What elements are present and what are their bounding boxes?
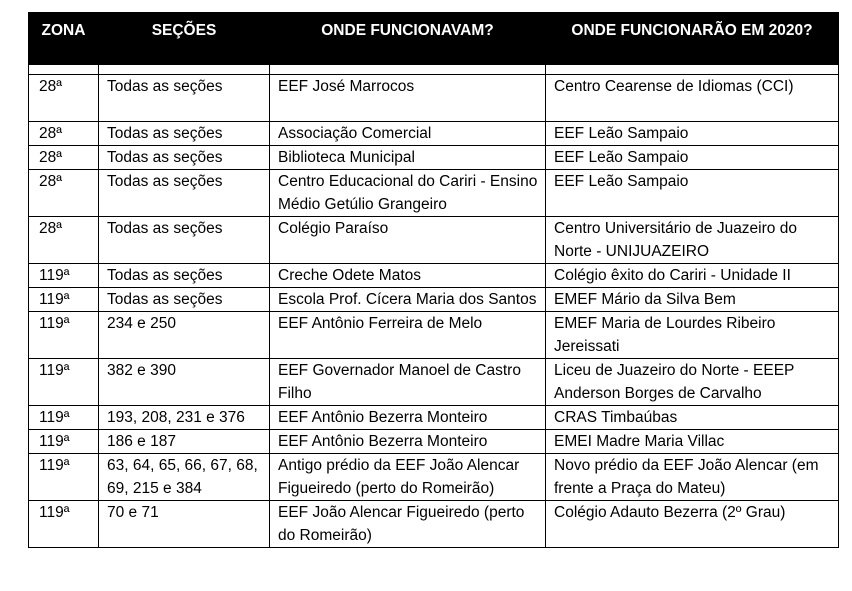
cell-secoes: 70 e 71 [99, 501, 270, 548]
table-row [29, 122, 839, 146]
cell-new-location: EMEI Madre Maria Villac [546, 430, 839, 454]
cell-secoes: Todas as seções [99, 75, 270, 122]
cell-old-location: EEF Antônio Bezerra Monteiro [270, 430, 546, 454]
cell-old-location: Colégio Paraíso [270, 217, 546, 264]
table-row [29, 170, 839, 217]
cell-old-location: EEF João Alencar Figueiredo (perto do Romeirão) [270, 501, 546, 548]
table-row [29, 430, 839, 454]
table-spacer-row [29, 65, 839, 75]
spacer-cell [29, 65, 99, 75]
spacer-cell [546, 65, 839, 75]
cell-new-location: Centro Universitário de Juazeiro do Norte - UNIJUAZEIRO [546, 217, 839, 264]
cell-new-location: Liceu de Juazeiro do Norte - EEEP Anderson Borges de Carvalho [546, 359, 839, 406]
table-row [29, 288, 839, 312]
cell-new-location: EEF Leão Sampaio [546, 170, 839, 217]
cell-secoes: 382 e 390 [99, 359, 270, 406]
cell-secoes: 63, 64, 65, 66, 67, 68, 69, 215 e 384 [99, 454, 270, 501]
cell-new-location: EEF Leão Sampaio [546, 122, 839, 146]
cell-old-location: EEF Antônio Ferreira de Melo [270, 312, 546, 359]
cell-old-location: EEF Antônio Bezerra Monteiro [270, 406, 546, 430]
cell-zona: 119ª [29, 430, 99, 454]
cell-secoes: Todas as seções [99, 217, 270, 264]
cell-new-location: EMEF Maria de Lourdes Ribeiro Jereissati [546, 312, 839, 359]
cell-zona: 119ª [29, 288, 99, 312]
table-row [29, 217, 839, 264]
header-onde-funcionavam: ONDE FUNCIONAVAM? [270, 13, 546, 65]
header-zona: ZONA [29, 13, 99, 65]
cell-secoes: Todas as seções [99, 170, 270, 217]
cell-new-location: Colégio êxito do Cariri - Unidade II [546, 264, 839, 288]
cell-secoes: 234 e 250 [99, 312, 270, 359]
spacer-cell [99, 65, 270, 75]
cell-secoes: 193, 208, 231 e 376 [99, 406, 270, 430]
header-onde-funcionarao: ONDE FUNCIONARÃO EM 2020? [546, 13, 839, 65]
cell-zona: 119ª [29, 312, 99, 359]
cell-new-location: Novo prédio da EEF João Alencar (em frente a Praça do Mateu) [546, 454, 839, 501]
table-row [29, 75, 839, 122]
cell-new-location: CRAS Timbaúbas [546, 406, 839, 430]
cell-new-location: Centro Cearense de Idiomas (CCI) [546, 75, 839, 122]
cell-zona: 119ª [29, 264, 99, 288]
cell-old-location: EEF José Marrocos [270, 75, 546, 122]
cell-zona: 119ª [29, 359, 99, 406]
table-row [29, 146, 839, 170]
spacer-cell [270, 65, 546, 75]
cell-new-location: EEF Leão Sampaio [546, 146, 839, 170]
cell-new-location: EMEF Mário da Silva Bem [546, 288, 839, 312]
cell-old-location: Associação Comercial [270, 122, 546, 146]
cell-old-location: Antigo prédio da EEF João Alencar Figueiredo (perto do Romeirão) [270, 454, 546, 501]
cell-secoes: 186 e 187 [99, 430, 270, 454]
table-row [29, 312, 839, 359]
cell-secoes: Todas as seções [99, 264, 270, 288]
cell-old-location: Biblioteca Municipal [270, 146, 546, 170]
cell-secoes: Todas as seções [99, 122, 270, 146]
cell-old-location: EEF Governador Manoel de Castro Filho [270, 359, 546, 406]
cell-zona: 28ª [29, 75, 99, 122]
cell-zona: 119ª [29, 501, 99, 548]
cell-old-location: Escola Prof. Cícera Maria dos Santos [270, 288, 546, 312]
cell-new-location: Colégio Adauto Bezerra (2º Grau) [546, 501, 839, 548]
cell-zona: 119ª [29, 406, 99, 430]
table-row [29, 359, 839, 406]
cell-old-location: Centro Educacional do Cariri - Ensino Médio Getúlio Grangeiro [270, 170, 546, 217]
polling-locations-table [28, 12, 839, 548]
cell-secoes: Todas as seções [99, 288, 270, 312]
cell-secoes: Todas as seções [99, 146, 270, 170]
table-header-row [29, 13, 839, 65]
cell-zona: 28ª [29, 170, 99, 217]
header-secoes: SEÇÕES [99, 13, 270, 65]
cell-zona: 28ª [29, 146, 99, 170]
cell-zona: 28ª [29, 217, 99, 264]
table-row [29, 501, 839, 548]
table-row [29, 454, 839, 501]
cell-old-location: Creche Odete Matos [270, 264, 546, 288]
cell-zona: 119ª [29, 454, 99, 501]
table-row [29, 264, 839, 288]
table-row [29, 406, 839, 430]
cell-zona: 28ª [29, 122, 99, 146]
